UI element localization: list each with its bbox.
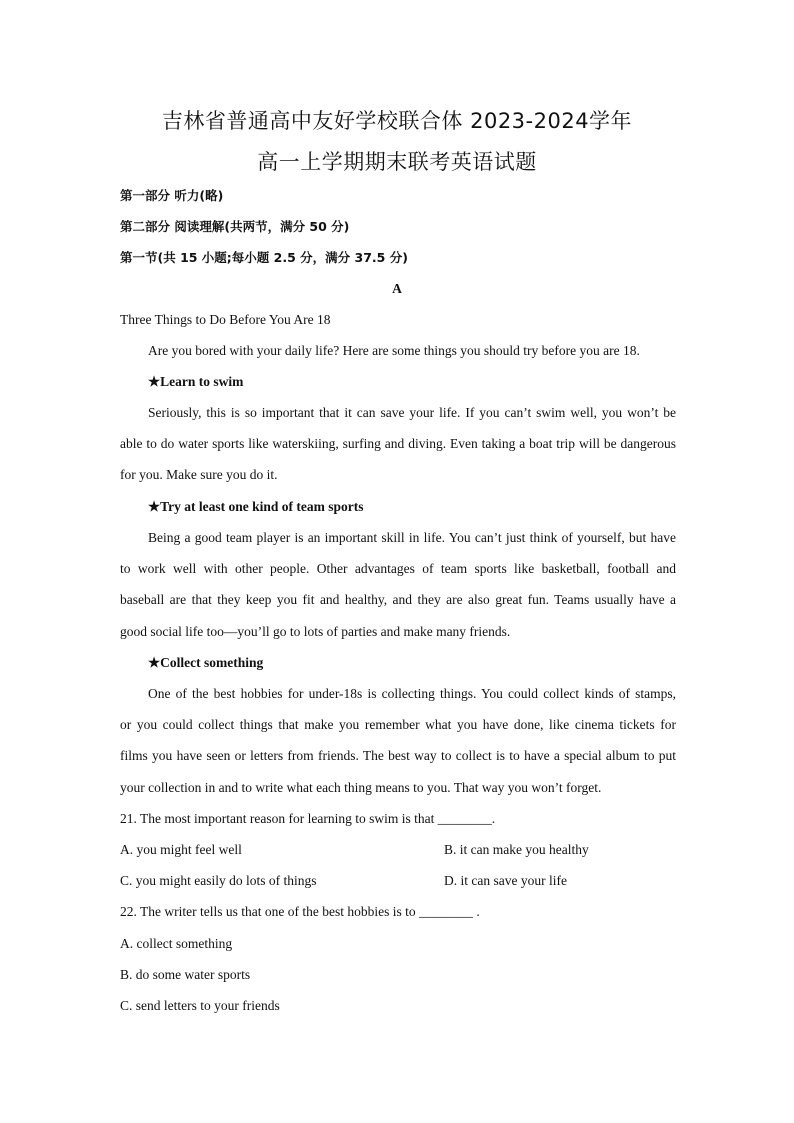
q21-option-a: A. you might feel well xyxy=(120,842,242,857)
question-22: 22. The writer tells us that one of the best hobbies is to ________ . xyxy=(120,904,480,919)
team-paragraph-line: good social life too—you’ll go to lots of parties and make many friends. xyxy=(120,624,511,639)
team-paragraph-line: baseball are that they keep you fit and healthy, and they are also great fun. Teams usually have a xyxy=(120,592,676,607)
team-paragraph-line: Being a good team player is an important skill in life. You can’t just think of yourself, but have xyxy=(148,530,676,545)
collect-paragraph-line: or you could collect things that make you remember what you have done, like cinema tickets for xyxy=(120,717,676,732)
passage-heading: Three Things to Do Before You Are 18 xyxy=(120,312,331,327)
passage-intro: Are you bored with your daily life? Here are some things you should try before you are 18. xyxy=(148,343,640,358)
swim-paragraph-line: able to do water sports like waterskiing, surfing and diving. Even taking a boat trip will be dangerous xyxy=(120,436,676,451)
swim-heading: ★Learn to swim xyxy=(148,374,244,389)
collect-paragraph-line: films you have seen or letters from friends. The best way to collect is to have a special album to put xyxy=(120,748,676,763)
q22-option-c: C. send letters to your friends xyxy=(120,998,280,1013)
question-21: 21. The most important reason for learning to swim is that ________. xyxy=(120,811,496,826)
q21-option-c: C. you might easily do lots of things xyxy=(120,873,317,888)
part2-heading: 第二部分 阅读理解(共两节，满分 50 分) xyxy=(120,219,350,234)
collect-paragraph-line: your collection in and to write what each thing means to you. That way you won’t forget. xyxy=(120,780,602,795)
q22-option-a: A. collect something xyxy=(120,936,233,951)
exam-title-line1: 吉林省普通高中友好学校联合体 2023-2024学年 xyxy=(161,109,633,133)
section1-heading: 第一节(共 15 小题;每小题 2.5 分，满分 37.5 分) xyxy=(120,250,408,265)
q21-option-b: B. it can make you healthy xyxy=(444,842,589,857)
passage-letter: A xyxy=(392,281,402,296)
collect-heading: ★Collect something xyxy=(148,655,264,670)
exam-title-line2: 高一上学期期末联考英语试题 xyxy=(257,150,537,174)
collect-paragraph-line: One of the best hobbies for under-18s is collecting things. You could collect kinds of stamps, xyxy=(148,686,676,701)
part1-heading: 第一部分 听力(略) xyxy=(120,188,224,203)
swim-paragraph-line: for you. Make sure you do it. xyxy=(120,467,278,482)
team-paragraph-line: to work well with other people. Other advantages of team sports like basketball, football and xyxy=(120,561,676,576)
q22-option-b: B. do some water sports xyxy=(120,967,251,982)
team-heading: ★Try at least one kind of team sports xyxy=(148,499,364,514)
q21-option-d: D. it can save your life xyxy=(444,873,567,888)
swim-paragraph-line: Seriously, this is so important that it can save your life. If you can’t swim well, you won’t be xyxy=(148,405,676,420)
